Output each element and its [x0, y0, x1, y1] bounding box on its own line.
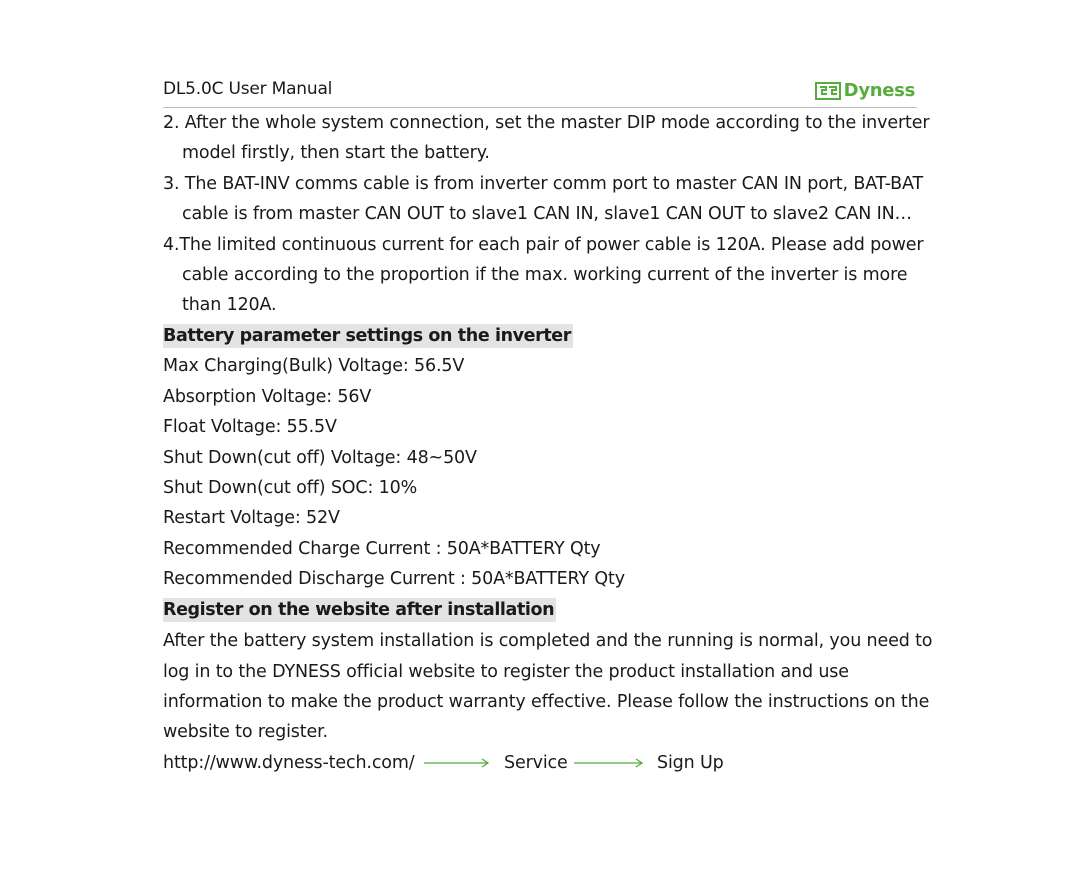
arrow-right-icon: [574, 757, 646, 769]
note-4-line-2: cable according to the proportion if the max. working current of the inverter is more: [182, 265, 908, 285]
param-absorption-voltage: Absorption Voltage: 56V: [163, 387, 372, 407]
dyness-logo: [815, 80, 915, 102]
battery-settings-heading: Battery parameter settings on the inverter: [163, 326, 572, 346]
dyness-logo-icon: [815, 82, 841, 100]
note-2-line-2: model firstly, then start the battery.: [182, 143, 490, 163]
document-title: DL5.0C User Manual: [163, 79, 333, 99]
sign-up-step: Sign Up: [657, 753, 724, 773]
param-shutdown-voltage: Shut Down(cut off) Voltage: 48~50V: [163, 448, 477, 468]
logo-wordmark: Dyness: [843, 80, 915, 101]
param-charge-current: Recommended Charge Current : 50A*BATTERY Qty: [163, 539, 601, 559]
note-4-line-1: 4.The limited continuous current for each pair of power cable is 120A. Please add power: [163, 235, 924, 255]
note-4-line-3: than 120A.: [182, 295, 277, 315]
header-divider: [163, 107, 917, 108]
arrow-right-icon: [424, 757, 492, 769]
page-header: [163, 76, 917, 108]
note-3-line-1: 3. The BAT-INV comms cable is from inverter comm port to master CAN IN port, BAT-BAT: [163, 174, 923, 194]
param-max-charging-voltage: Max Charging(Bulk) Voltage: 56.5V: [163, 356, 465, 376]
service-step: Service: [504, 753, 568, 773]
param-shutdown-soc: Shut Down(cut off) SOC: 10%: [163, 478, 418, 498]
registration-heading: Register on the website after installation: [163, 600, 555, 620]
note-3-line-2: cable is from master CAN OUT to slave1 CAN IN, slave1 CAN OUT to slave2 CAN IN…: [182, 204, 912, 224]
registration-para-line-2: log in to the DYNESS official website to register the product installation and use: [163, 662, 849, 682]
note-2-line-1: 2. After the whole system connection, set the master DIP mode according to the inverter: [163, 113, 930, 133]
param-float-voltage: Float Voltage: 55.5V: [163, 417, 337, 437]
registration-para-line-3: information to make the product warranty effective. Please follow the instructions on the: [163, 692, 930, 712]
registration-para-line-4: website to register.: [163, 722, 328, 742]
param-restart-voltage: Restart Voltage: 52V: [163, 508, 340, 528]
param-discharge-current: Recommended Discharge Current : 50A*BATTERY Qty: [163, 569, 625, 589]
website-url-link[interactable]: http://www.dyness-tech.com/: [163, 753, 415, 773]
registration-para-line-1: After the battery system installation is completed and the running is normal, you need to: [163, 631, 933, 651]
